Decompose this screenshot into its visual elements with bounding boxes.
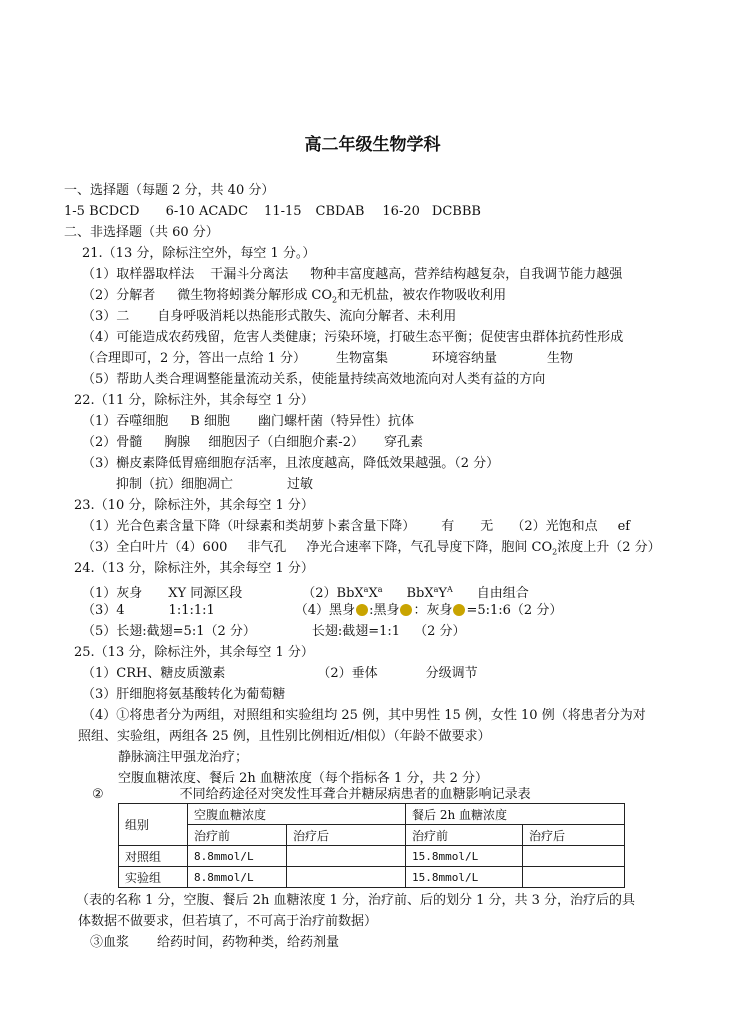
grading-note-cont: 体数据不做要求，但若填了，不可高于治疗前数据） — [78, 914, 378, 929]
choice-answers — [64, 204, 481, 220]
table-header-cell: 治疗前 — [406, 825, 523, 846]
q21-answer-3 — [82, 309, 456, 325]
answer-part: 环境容纳量 — [431, 351, 497, 366]
q25-answer-4-treatment: 静脉滴注甲强龙治疗； — [118, 750, 249, 765]
genotype: Y — [438, 586, 448, 602]
answer-part: ：灰身 — [413, 603, 453, 618]
answer-part: （1）吞噬细胞 — [82, 414, 169, 429]
answer-part: 细胞因子（白细胞介素-2） — [208, 435, 364, 450]
table-header-row — [119, 804, 625, 825]
table-cell: 对照组 — [119, 846, 188, 867]
q25-heading: 25.（13 分，除标注外，其余每空 1 分） — [74, 645, 314, 660]
q25-answer-4-cont: 照组、实验组，两组各 25 例，且性别比例相近/相似）（年龄不做要求） — [78, 729, 491, 744]
table-cell: 15.8mmol/L — [406, 867, 523, 888]
q24-answer-2 — [82, 603, 562, 619]
answer-part: 穿孔素 — [383, 435, 423, 450]
caption-text: 不同给药途径对突发性耳聋合并糖尿病患者的血糖影响记录表 — [179, 787, 531, 802]
answer-part: 非气孔 — [247, 540, 287, 555]
q25-answer-4-part3 — [90, 935, 339, 951]
male-symbol-icon — [453, 604, 465, 616]
answer-part: （1）光合色素含量下降（叶绿素和类胡萝卜素含量下降） — [82, 519, 416, 534]
answer-part: 浓度上升（2 分） — [557, 540, 661, 555]
answer-part: （2）垂体 — [317, 666, 378, 681]
answer-part: 和无机盐，被农作物吸收利用 — [337, 288, 507, 303]
table-header-cell: 组别 — [119, 804, 188, 846]
q22-answer-3: （3）槲皮素降低胃癌细胞存活率，且浓度越高，降低效果越强。（2 分） — [82, 456, 500, 471]
q25-answer-4: （4）①将患者分为两组，对照组和实验组均 25 例，其中男性 15 例，女性 10 例（将患者分为对 — [82, 708, 646, 723]
grading-note: （表的名称 1 分，空腹、餐后 2h 血糖浓度 1 分，治疗前、后的划分 1 分，共 3 分，治疗后的具 — [76, 893, 636, 908]
answer-part: 微生物将蚓粪分解形成 CO — [177, 288, 333, 303]
answer-part: 过敏 — [287, 477, 314, 492]
answer-part: （2）分解者 — [82, 288, 156, 303]
q25-answer-4-indicators: 空腹血糖浓度、餐后 2h 血糖浓度（每个指标各 1 分，共 2 分） — [118, 771, 488, 786]
answer-group: DCBBB — [431, 204, 481, 219]
table-cell — [523, 846, 625, 867]
answer-part: （2）光饱和点 — [511, 519, 598, 534]
genotype: BbX — [406, 586, 434, 602]
answer-group: 6-10 ACADC — [165, 204, 249, 219]
answer-part: 生物 — [546, 351, 573, 366]
table-cell: 15.8mmol/L — [406, 846, 523, 867]
answer-part: （4）黑身 — [294, 603, 356, 618]
answer-part: （1）灰身 — [82, 586, 143, 602]
q21-answer-4-cont — [82, 351, 573, 367]
answer-part: （1）取样器取样法 — [82, 267, 195, 282]
answer-part: 给药时间，药物种类，给药剂量 — [157, 935, 340, 950]
answer-part: （合理即可，2 分，答出一点给 1 分） — [82, 351, 306, 366]
answer-part: :黑身 — [369, 603, 400, 618]
answer-part: 胸腺 — [164, 435, 191, 450]
table-cell — [287, 867, 406, 888]
section-choice-heading: 一、选择题（每题 2 分，共 40 分） — [64, 183, 275, 198]
table-header-cell: 治疗后 — [523, 825, 625, 846]
answer-part: 生物富集 — [335, 351, 388, 366]
table-cell — [287, 846, 406, 867]
answer-part: （2）骨髓 — [82, 435, 143, 450]
answer-part: 抑制（抗）细胞凋亡 — [116, 477, 234, 492]
female-symbol-icon — [356, 604, 368, 616]
answer-part: （3）全白叶片（4）600 — [82, 540, 228, 555]
answer-part: （5）长翅:截翅=5:1（2 分） — [82, 624, 256, 639]
table-caption — [92, 787, 531, 803]
q23-answer-2 — [82, 540, 661, 561]
section-nonchoice-heading: 二、非选择题（共 60 分） — [64, 225, 219, 240]
answer-part: 有 — [441, 519, 455, 534]
q21-heading: 21.（13 分，除标注空外，每空 1 分。） — [82, 246, 316, 261]
answer-part: ③血浆 — [90, 935, 130, 950]
answer-part: 幽门螺杆菌（特异性）抗体 — [257, 414, 414, 429]
q21-answer-4: （4）可能造成农药残留，危害人类健康；污染环境，打破生态平衡；促使害虫群体抗药性形成 — [82, 330, 624, 345]
genotype: X — [368, 586, 378, 602]
answer-part: 1:1:1:1 — [168, 603, 215, 618]
answer-part: （1）CRH、糖皮质激素 — [82, 666, 226, 681]
page-title: 高二年级生物学科 — [304, 135, 441, 155]
q22-answer-2 — [82, 435, 423, 451]
table-cell: 8.8mmol/L — [188, 867, 287, 888]
answer-part: =5:1:6（2 分） — [466, 603, 563, 618]
superscript: a — [377, 585, 383, 594]
q22-heading: 22.（11 分，除标注外，其余每空 1 分） — [74, 393, 314, 408]
q22-answer-1 — [82, 414, 414, 430]
answer-group: 16-20 — [382, 204, 420, 219]
male-symbol-icon — [400, 604, 412, 616]
q23-answer-1 — [82, 519, 630, 535]
answer-part: （2 分） — [414, 624, 466, 639]
table-cell: 实验组 — [119, 867, 188, 888]
q24-answer-3 — [82, 624, 465, 640]
answer-part: 分级调节 — [425, 666, 478, 681]
answer-part: 物种丰富度越高，营养结构越复杂，自我调节能力越强 — [310, 267, 623, 282]
q21-answer-2 — [82, 288, 506, 309]
q22-answer-3-cont — [116, 477, 313, 493]
table-header-cell: 治疗前 — [188, 825, 287, 846]
table-row — [119, 846, 625, 867]
answer-part: （3）二 — [82, 309, 130, 324]
table-header-cell: 治疗后 — [287, 825, 406, 846]
superscript: a — [433, 585, 439, 594]
answer-part: B 细胞 — [190, 414, 230, 429]
table-header-cell: 空腹血糖浓度 — [188, 804, 406, 825]
answer-part: 净光合速率下降，气孔导度下降，胞间 CO — [306, 540, 553, 555]
answer-part: ef — [617, 519, 631, 534]
caption-marker: ② — [92, 787, 104, 802]
answer-part: 自由组合 — [476, 586, 529, 602]
table-cell — [523, 867, 625, 888]
table-row — [119, 867, 625, 888]
answer-part: 无 — [480, 519, 494, 534]
q25-answer-1 — [82, 666, 478, 682]
q23-heading: 23.（10 分，除标注外，其余每空 1 分） — [74, 498, 314, 513]
answer-part: （3）4 — [82, 603, 125, 618]
subscript: 2 — [552, 547, 558, 557]
q21-answer-1 — [82, 267, 622, 283]
blood-glucose-table — [118, 803, 625, 888]
table-header-cell: 餐后 2h 血糖浓度 — [406, 804, 625, 825]
q21-answer-5: （5）帮助人类合理调整能量流动关系，使能量持续高效地流向对人类有益的方向 — [82, 372, 546, 387]
genotype: （2）BbX — [302, 586, 364, 602]
q24-answer-1 — [82, 582, 529, 602]
answer-part: 长翅:截翅=1:1 — [311, 624, 401, 639]
subscript: 2 — [332, 295, 338, 305]
superscript: A — [447, 585, 453, 594]
answer-group: 11-15 — [264, 204, 302, 219]
superscript: a — [363, 585, 369, 594]
table-cell: 8.8mmol/L — [188, 846, 287, 867]
answer-group: 1-5 BCDCD — [64, 204, 140, 219]
answer-part: XY 同源区段 — [168, 586, 243, 602]
q24-heading: 24.（13 分，除标注外，其余每空 1 分） — [74, 561, 314, 576]
answer-part: 自身呼吸消耗以热能形式散失、流向分解者、未利用 — [157, 309, 457, 324]
q25-answer-3: （3）肝细胞将氨基酸转化为葡萄糖 — [82, 687, 286, 702]
table-subheader-row — [119, 825, 625, 846]
answer-group: CBDAB — [315, 204, 365, 219]
answer-part: 干漏斗分离法 — [210, 267, 289, 282]
